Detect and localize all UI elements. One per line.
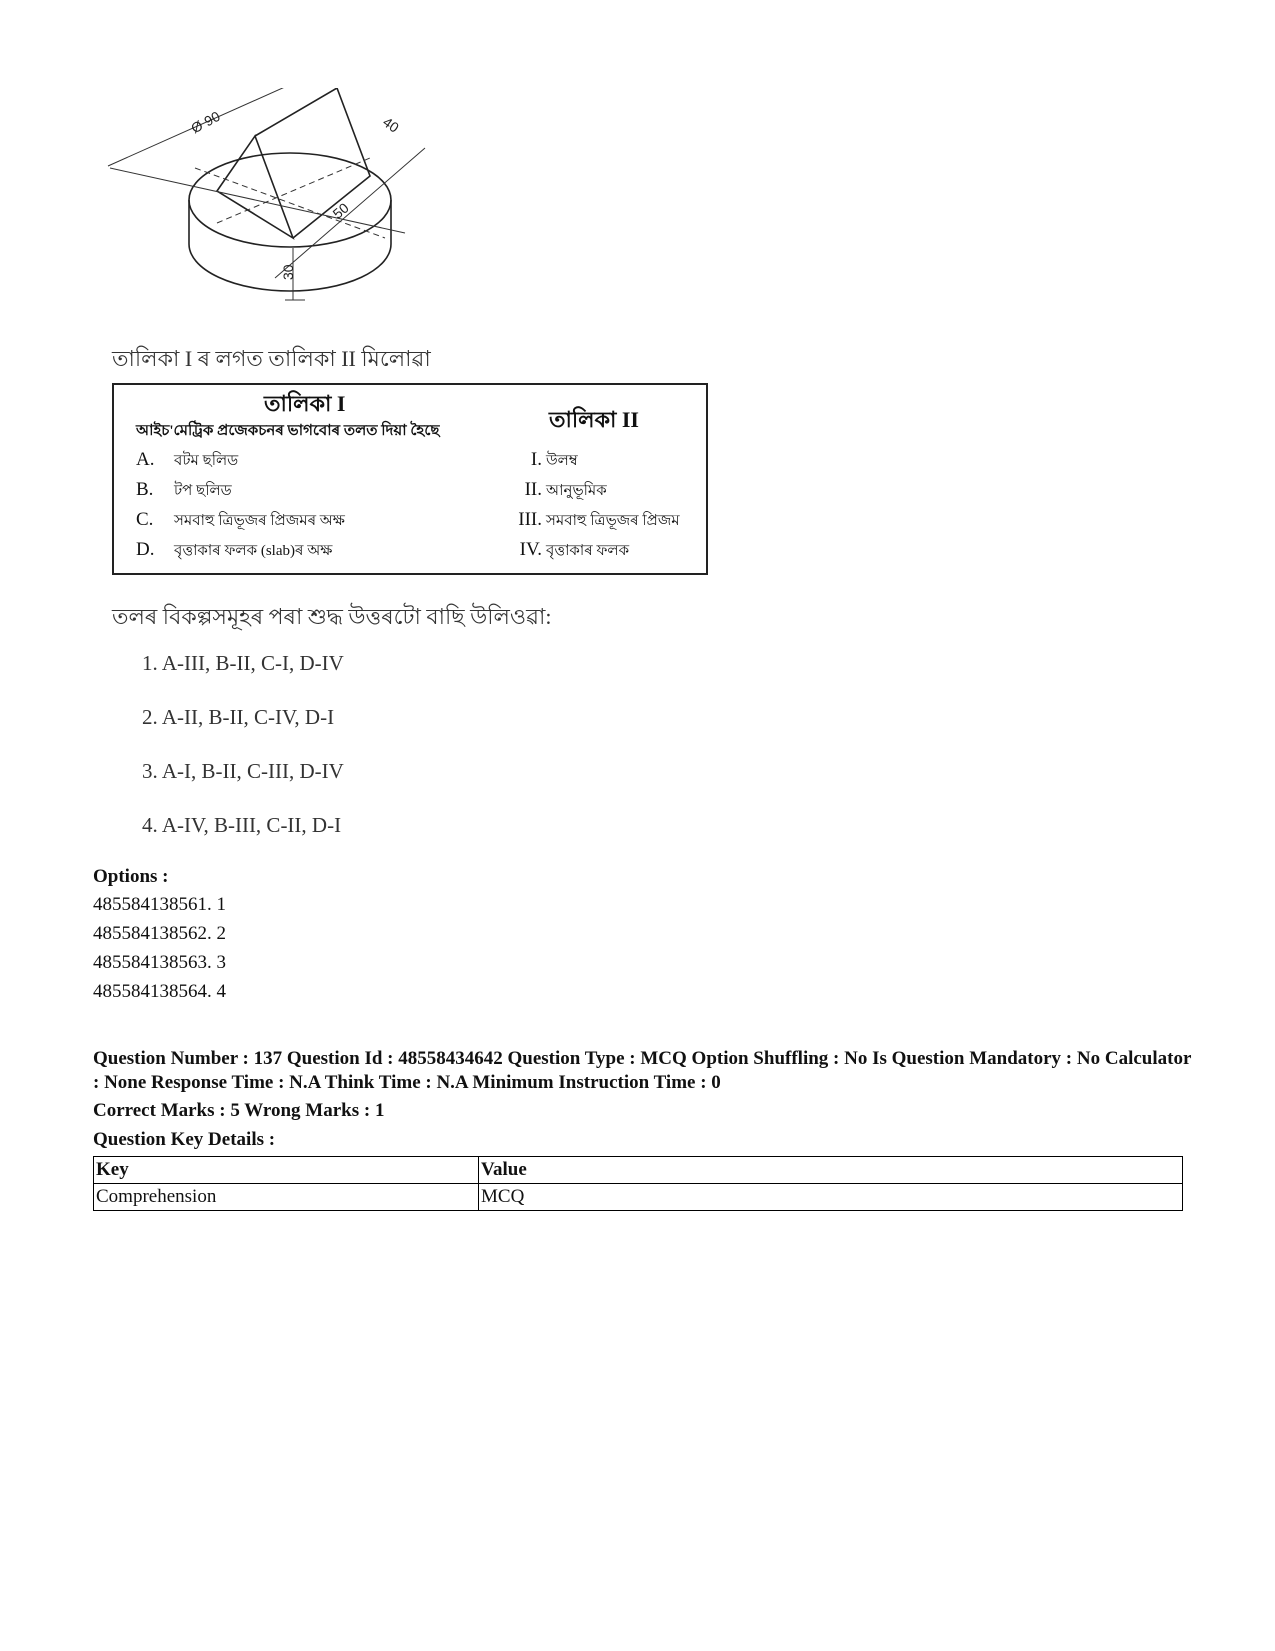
list1-letter: B. [136,479,154,500]
options-heading: Options : [93,866,169,887]
option-item-4: 485584138564. 4 [93,981,226,1002]
key-details-heading: Question Key Details : [93,1129,276,1150]
isometric-drawing [105,88,440,320]
list1-subtitle: আইচ'মেট্ৰিক প্ৰজেকচনৰ ভাগবোৰ তলত দিয়া হৈছে [136,423,440,439]
list2-text: বৃত্তাকাৰ ফলক [546,543,630,559]
list1-letter: A. [136,449,155,470]
list2-letter: III. [518,509,542,530]
list1-text: বৃত্তাকাৰ ফলক (slab)ৰ অক্ষ [174,543,333,559]
table-row [114,447,706,477]
table-row [114,507,706,537]
key-cell: Comprehension [94,1184,479,1211]
dim-width-label: 40 [380,113,403,136]
option-item-3: 485584138563. 3 [93,952,226,973]
value-cell: MCQ [479,1184,1183,1211]
list2-letter: II. [524,479,542,500]
table-row [114,537,706,567]
list2-title: তালিকা II [549,407,639,432]
question-meta: Question Number : 137 Question Id : 48558434642 Question Type : MCQ Option Shuffling : No Is Question Mandatory : No Calculator : None Response Time : N.A Think Time : N.A Minimum Instruction Time : 0 [93,1048,1192,1093]
table-row [94,1184,1183,1211]
answer-choice-1: 1. A-III, B-II, C-I, D-IV [142,651,344,675]
cylinder-top [189,153,391,247]
list1-text: টপ ছলিড [174,483,232,499]
match-instruction: তালিকা I ৰ লগত তালিকা II মিলোৱা [112,346,431,371]
dim-height-label: 30 [280,264,296,280]
prism-front-face [217,136,293,238]
answer-choice-4: 4. A-IV, B-III, C-II, D-I [142,813,342,837]
list1-letter: C. [136,509,154,530]
list1-text: সমবাহু ত্ৰিভূজৰ প্ৰিজমৰ অক্ষ [174,513,345,529]
list1-letter: D. [136,539,155,560]
list1-title: তালিকা I [264,391,346,416]
key-details-table [93,1156,1183,1211]
list2-letter: IV. [519,539,542,560]
choose-instruction: তলৰ বিকল্পসমূহৰ পৰা শুদ্ধ উত্তৰটো বাছি উলিওৱা: [112,604,552,629]
dim-diameter-label: Ø 90 [188,107,223,137]
value-header: Value [479,1157,1183,1184]
key-header: Key [94,1157,479,1184]
answer-choice-3: 3. A-I, B-II, C-III, D-IV [142,759,344,783]
list2-letter: I. [530,449,542,470]
list1-text: বটম ছলিড [174,453,239,469]
table-row [94,1157,1183,1184]
dim-length-label: 50 [329,199,352,222]
list2-text: সমবাহু ত্ৰিভূজৰ প্ৰিজম [546,513,680,529]
list2-text: আনুভূমিক [546,483,607,499]
answer-choice-2: 2. A-II, B-II, C-IV, D-I [142,705,335,729]
list2-text: উলম্ব [546,453,578,469]
match-table [112,383,708,575]
marks-line: Correct Marks : 5 Wrong Marks : 1 [93,1100,385,1121]
table-row [114,477,706,507]
option-item-2: 485584138562. 2 [93,923,226,944]
option-item-1: 485584138561. 1 [93,894,226,915]
